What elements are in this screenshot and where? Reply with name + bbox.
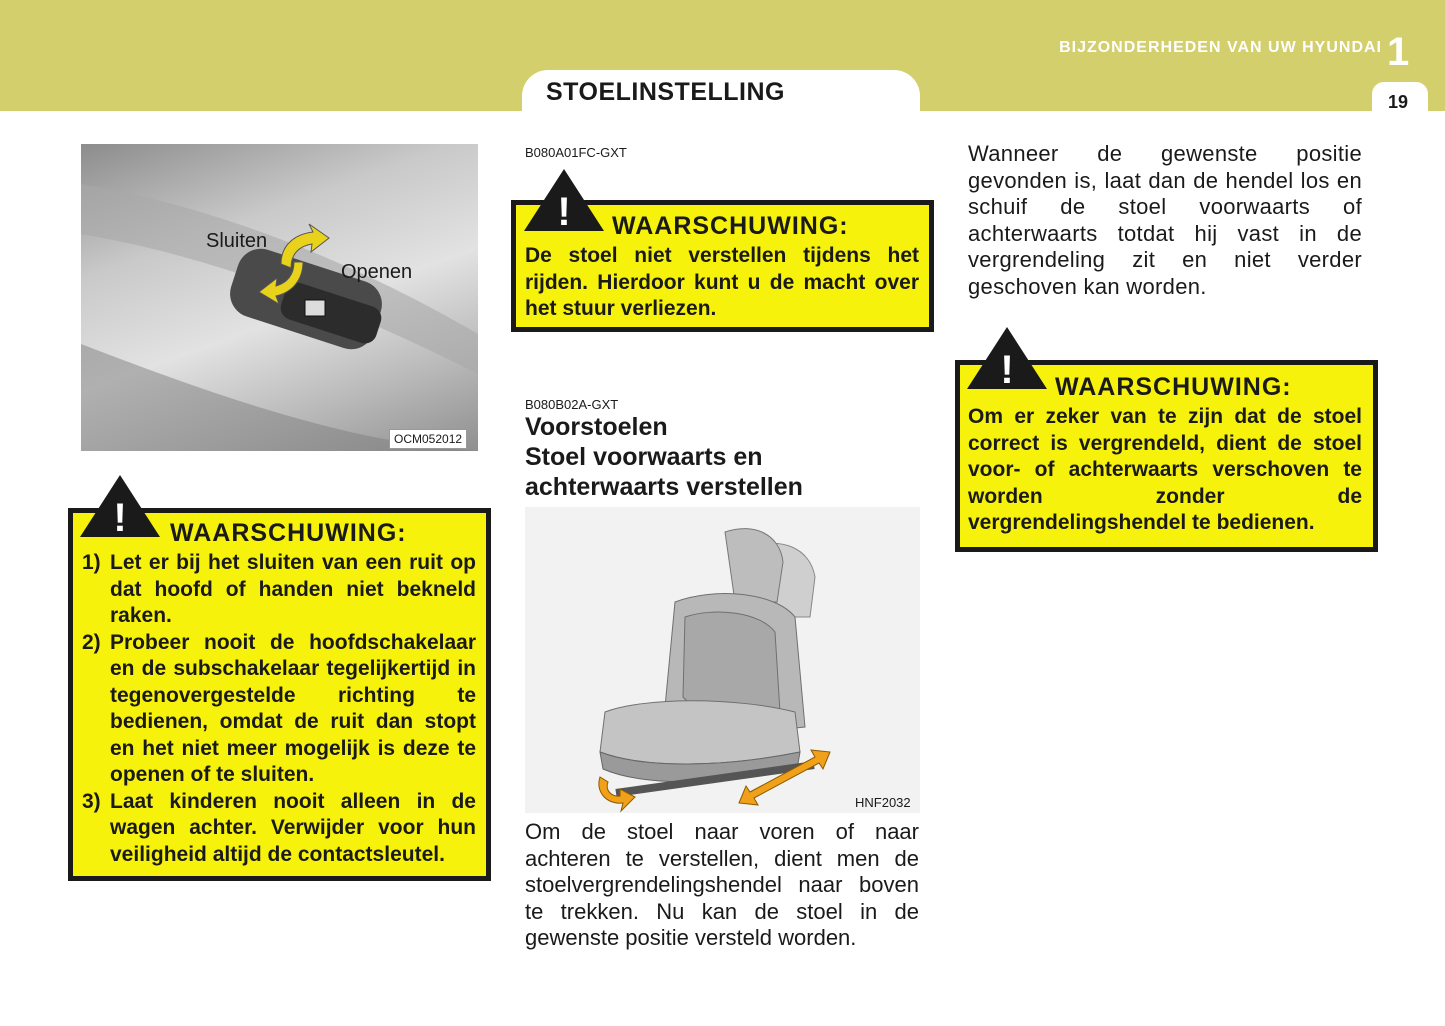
warning-item: 1) Let er bij het sluiten van een ruit op dat hoofd of handen niet bekneld raken. [82,551,476,627]
seat-illustration [525,507,920,813]
seat-photo-code: HNF2032 [855,795,911,810]
section-code-1: B080A01FC-GXT [525,145,627,160]
section-title: STOELINSTELLING [546,78,785,106]
svg-text:!: ! [557,190,571,233]
lock-position-text: Wanneer de gewenste positie gevonden is, laat dan de hendel los en schuif de stoel voorwaarts of achterwaarts totdat hij vast in de vergrendeling zit en niet verder geschoven kan worden. [968,141,1362,299]
warning-triangle-icon [965,325,1049,391]
heading-seat-adjust: Stoel voorwaarts en achterwaarts verstellen [525,443,803,501]
label-open: Openen [341,261,413,283]
photo-code: OCM052012 [389,429,467,449]
window-switch-photo [81,144,478,451]
warning-title-lock: WAARSCHUWING: [1055,373,1292,401]
chapter-number: 1 [1387,30,1410,74]
warning-title-window: WAARSCHUWING: [170,519,407,547]
svg-text:!: ! [1000,348,1014,391]
warning-list-window [82,550,476,868]
seat-adjust-text: Om de stoel naar voren of naar achteren te verstellen, dient men de stoelvergrendelingshendel naar boven te trekken. Nu kan de stoel in de gewenste positie versteld worden. [525,819,919,950]
seat-photo [525,507,920,813]
heading-front-seats: Voorstoelen [525,413,668,441]
page-number: 19 [1388,92,1409,112]
warning-item: 2) Probeer nooit de hoofdschakelaar en de subschakelaar tegelijkertijd in tegenovergestelde richting te bedienen, omdat de ruit dan stopt en het niet meer mogelijk is deze te openen of te sluiten. [82,630,476,786]
warning-text-driving: De stoel niet verstellen tijdens het rijden. Hierdoor kunt u de macht over het stuur verliezen. [525,244,919,320]
warning-text-lock: Om er zeker van te zijn dat de stoel correct is vergrendeld, dient de stoel voor- of achterwaarts verschoven te worden zonder de vergrendelingshendel te bedienen. [968,405,1362,534]
warning-item: 3) Laat kinderen nooit alleen in de wagen achter. Verwijder voor hun veiligheid altijd de contactsleutel. [82,789,476,866]
warning-triangle-icon [78,473,162,539]
chapter-title: BIJZONDERHEDEN VAN UW HYUNDAI [1059,39,1382,56]
svg-text:!: ! [113,496,127,539]
warning-triangle-icon [522,167,606,233]
window-switch-illustration [81,144,478,451]
warning-title-driving: WAARSCHUWING: [612,212,849,240]
label-close: Sluiten [206,230,268,252]
section-code-2: B080B02A-GXT [525,397,619,412]
